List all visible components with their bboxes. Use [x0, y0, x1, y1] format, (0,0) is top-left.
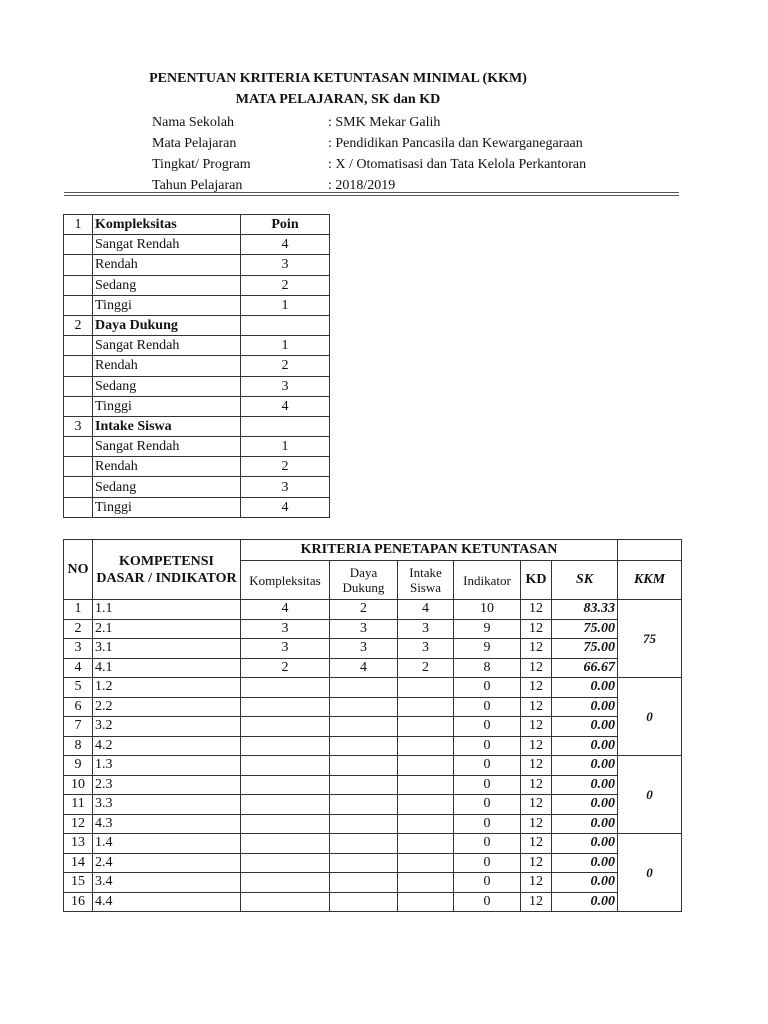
sk-value: 0.00 — [552, 853, 618, 873]
empty-cell — [64, 437, 93, 457]
header-kompetensi-dasar: KOMPETENSI DASAR / INDIKATOR — [93, 540, 241, 600]
empty-cell — [64, 477, 93, 497]
intake-siswa-value: 3 — [398, 639, 454, 659]
criteria-poin: 2 — [241, 457, 330, 477]
row-number: 15 — [64, 873, 93, 893]
kompleksitas-value — [241, 814, 330, 834]
table-row — [64, 853, 682, 873]
empty-cell — [64, 235, 93, 255]
sk-value: 0.00 — [552, 697, 618, 717]
intake-siswa-value — [398, 853, 454, 873]
info-value: : X / Otomatisasi dan Tata Kelola Perkantoran — [328, 157, 587, 172]
table-row — [64, 600, 682, 620]
daya-dukung-value — [330, 892, 398, 912]
criteria-group-row — [64, 416, 330, 436]
kompleksitas-value — [241, 873, 330, 893]
kompleksitas-value: 4 — [241, 600, 330, 620]
kompleksitas-value — [241, 736, 330, 756]
empty-cell — [64, 376, 93, 396]
info-label: Nama Sekolah — [152, 115, 235, 130]
kompleksitas-value — [241, 795, 330, 815]
intake-siswa-value — [398, 814, 454, 834]
criteria-poin: 3 — [241, 376, 330, 396]
group-number: 2 — [64, 315, 93, 335]
criteria-label: Tinggi — [93, 295, 241, 315]
indikator-value: 0 — [454, 775, 521, 795]
indikator-value: 9 — [454, 619, 521, 639]
daya-dukung-value — [330, 853, 398, 873]
info-row — [152, 154, 586, 175]
empty-cell — [64, 457, 93, 477]
intake-siswa-value — [398, 892, 454, 912]
daya-dukung-value — [330, 834, 398, 854]
intake-siswa-value — [398, 873, 454, 893]
criteria-label: Sedang — [93, 275, 241, 295]
criteria-poin: 1 — [241, 437, 330, 457]
indikator-value: 0 — [454, 697, 521, 717]
row-number: 7 — [64, 717, 93, 737]
kkm-table — [63, 539, 682, 912]
poin-header: Poin — [241, 215, 330, 235]
kd-code: 2.2 — [93, 697, 241, 717]
kd-code: 3.2 — [93, 717, 241, 737]
kkm-value: 0 — [618, 756, 682, 834]
kompleksitas-value — [241, 756, 330, 776]
daya-dukung-value — [330, 814, 398, 834]
daya-dukung-value — [330, 873, 398, 893]
indikator-value: 0 — [454, 717, 521, 737]
criteria-points-table — [63, 214, 330, 518]
daya-dukung-value: 3 — [330, 639, 398, 659]
table-row — [64, 717, 682, 737]
kd-value: 12 — [521, 717, 552, 737]
header-no: NO — [64, 540, 93, 600]
criteria-poin: 4 — [241, 235, 330, 255]
sk-value: 0.00 — [552, 892, 618, 912]
kd-value: 12 — [521, 639, 552, 659]
row-number: 14 — [64, 853, 93, 873]
criteria-label: Sedang — [93, 376, 241, 396]
indikator-value: 8 — [454, 658, 521, 678]
row-number: 6 — [64, 697, 93, 717]
table-row — [64, 814, 682, 834]
kkm-value: 0 — [618, 834, 682, 912]
row-number: 3 — [64, 639, 93, 659]
criteria-row — [64, 477, 330, 497]
empty-cell — [64, 356, 93, 376]
kd-value: 12 — [521, 736, 552, 756]
daya-dukung-value — [330, 717, 398, 737]
kd-value: 12 — [521, 834, 552, 854]
criteria-row — [64, 255, 330, 275]
criteria-row — [64, 356, 330, 376]
criteria-group-row — [64, 315, 330, 335]
kd-value: 12 — [521, 756, 552, 776]
indikator-value: 0 — [454, 873, 521, 893]
row-number: 12 — [64, 814, 93, 834]
sk-value: 0.00 — [552, 873, 618, 893]
daya-dukung-value: 4 — [330, 658, 398, 678]
sk-value: 0.00 — [552, 756, 618, 776]
header-kriteria: KRITERIA PENETAPAN KETUNTASAN — [241, 540, 618, 561]
criteria-row — [64, 376, 330, 396]
sk-value: 83.33 — [552, 600, 618, 620]
indikator-value: 0 — [454, 814, 521, 834]
table-row — [64, 775, 682, 795]
kompleksitas-value — [241, 697, 330, 717]
criteria-poin: 1 — [241, 295, 330, 315]
header-divider-top — [64, 192, 679, 193]
criteria-row — [64, 437, 330, 457]
kompleksitas-value — [241, 834, 330, 854]
row-number: 1 — [64, 600, 93, 620]
criteria-row — [64, 457, 330, 477]
kd-code: 4.4 — [93, 892, 241, 912]
criteria-poin: 2 — [241, 356, 330, 376]
kd-code: 1.2 — [93, 678, 241, 698]
sk-value: 66.67 — [552, 658, 618, 678]
kd-code: 1.3 — [93, 756, 241, 776]
document-title: PENENTUAN KRITERIA KETUNTASAN MINIMAL (KKM) — [149, 71, 527, 86]
group-number: 1 — [64, 215, 93, 235]
sk-value: 0.00 — [552, 795, 618, 815]
criteria-row — [64, 497, 330, 517]
daya-dukung-value: 3 — [330, 619, 398, 639]
daya-dukung-value — [330, 697, 398, 717]
info-row — [152, 112, 586, 133]
header-kompleksitas: Kompleksitas — [241, 561, 330, 600]
sk-value: 0.00 — [552, 775, 618, 795]
kd-value: 12 — [521, 795, 552, 815]
kd-value: 12 — [521, 892, 552, 912]
kd-value: 12 — [521, 600, 552, 620]
kompleksitas-value — [241, 775, 330, 795]
header-kkm-top — [618, 540, 682, 561]
criteria-row — [64, 275, 330, 295]
table-row — [64, 697, 682, 717]
kd-code: 1.1 — [93, 600, 241, 620]
empty-cell — [64, 497, 93, 517]
table-row — [64, 756, 682, 776]
kd-code: 1.4 — [93, 834, 241, 854]
daya-dukung-value — [330, 678, 398, 698]
indikator-value: 0 — [454, 736, 521, 756]
row-number: 2 — [64, 619, 93, 639]
criteria-label: Tinggi — [93, 396, 241, 416]
group-name: Kompleksitas — [93, 215, 241, 235]
info-label: Tingkat/ Program — [152, 157, 251, 172]
criteria-row — [64, 396, 330, 416]
criteria-row — [64, 295, 330, 315]
row-number: 10 — [64, 775, 93, 795]
group-number: 3 — [64, 416, 93, 436]
daya-dukung-value — [330, 795, 398, 815]
empty-cell — [64, 275, 93, 295]
criteria-label: Sedang — [93, 477, 241, 497]
sk-value: 0.00 — [552, 834, 618, 854]
kompleksitas-value — [241, 678, 330, 698]
kd-code: 3.1 — [93, 639, 241, 659]
criteria-label: Rendah — [93, 457, 241, 477]
criteria-poin: 4 — [241, 497, 330, 517]
intake-siswa-value — [398, 756, 454, 776]
kompleksitas-value — [241, 892, 330, 912]
intake-siswa-value — [398, 697, 454, 717]
header-kkm: KKM — [618, 561, 682, 600]
table-row — [64, 658, 682, 678]
kd-code: 2.4 — [93, 853, 241, 873]
row-number: 5 — [64, 678, 93, 698]
info-label: Mata Pelajaran — [152, 136, 237, 151]
indikator-value: 9 — [454, 639, 521, 659]
header-sk: SK — [552, 561, 618, 600]
header-kd: KD — [521, 561, 552, 600]
kd-value: 12 — [521, 853, 552, 873]
daya-dukung-value — [330, 736, 398, 756]
criteria-row — [64, 336, 330, 356]
criteria-row — [64, 235, 330, 255]
empty-cell — [64, 396, 93, 416]
info-value: : SMK Mekar Galih — [328, 115, 441, 130]
daya-dukung-value — [330, 756, 398, 776]
row-number: 13 — [64, 834, 93, 854]
criteria-label: Tinggi — [93, 497, 241, 517]
kd-code: 4.3 — [93, 814, 241, 834]
kkm-value: 0 — [618, 678, 682, 756]
kd-code: 3.3 — [93, 795, 241, 815]
row-number: 4 — [64, 658, 93, 678]
kd-value: 12 — [521, 619, 552, 639]
kd-code: 2.1 — [93, 619, 241, 639]
criteria-poin: 3 — [241, 477, 330, 497]
intake-siswa-value — [398, 736, 454, 756]
row-number: 11 — [64, 795, 93, 815]
info-value: : Pendidikan Pancasila dan Kewarganegaraan — [328, 136, 583, 151]
indikator-value: 0 — [454, 678, 521, 698]
table-row — [64, 639, 682, 659]
kd-code: 2.3 — [93, 775, 241, 795]
empty-cell — [64, 336, 93, 356]
table-row — [64, 892, 682, 912]
intake-siswa-value — [398, 775, 454, 795]
criteria-label: Sangat Rendah — [93, 235, 241, 255]
kd-value: 12 — [521, 873, 552, 893]
criteria-poin: 1 — [241, 336, 330, 356]
sk-value: 75.00 — [552, 619, 618, 639]
empty-cell — [64, 255, 93, 275]
kompleksitas-value — [241, 853, 330, 873]
table-row — [64, 834, 682, 854]
header-indikator: Indikator — [454, 561, 521, 600]
header-intake-siswa: Intake Siswa — [398, 561, 454, 600]
intake-siswa-value: 4 — [398, 600, 454, 620]
sk-value: 0.00 — [552, 717, 618, 737]
row-number: 8 — [64, 736, 93, 756]
table-row — [64, 678, 682, 698]
table-row — [64, 619, 682, 639]
kd-value: 12 — [521, 697, 552, 717]
group-name: Daya Dukung — [93, 315, 241, 335]
intake-siswa-value: 2 — [398, 658, 454, 678]
table-row — [64, 795, 682, 815]
intake-siswa-value — [398, 795, 454, 815]
header-divider-bottom — [64, 195, 679, 196]
intake-siswa-value — [398, 717, 454, 737]
poin-header — [241, 416, 330, 436]
kd-value: 12 — [521, 814, 552, 834]
info-value: : 2018/2019 — [328, 178, 396, 193]
sk-value: 75.00 — [552, 639, 618, 659]
poin-header — [241, 315, 330, 335]
row-number: 9 — [64, 756, 93, 776]
daya-dukung-value: 2 — [330, 600, 398, 620]
kd-code: 3.4 — [93, 873, 241, 893]
indikator-value: 10 — [454, 600, 521, 620]
criteria-label: Rendah — [93, 356, 241, 376]
kd-value: 12 — [521, 678, 552, 698]
kompleksitas-value: 2 — [241, 658, 330, 678]
criteria-label: Sangat Rendah — [93, 336, 241, 356]
kompleksitas-value: 3 — [241, 619, 330, 639]
criteria-poin: 4 — [241, 396, 330, 416]
kompleksitas-value: 3 — [241, 639, 330, 659]
daya-dukung-value — [330, 775, 398, 795]
empty-cell — [64, 295, 93, 315]
document-subtitle: MATA PELAJARAN, SK dan KD — [235, 92, 441, 107]
school-info — [152, 112, 586, 196]
sk-value: 0.00 — [552, 678, 618, 698]
criteria-poin: 2 — [241, 275, 330, 295]
sk-value: 0.00 — [552, 736, 618, 756]
group-name: Intake Siswa — [93, 416, 241, 436]
indikator-value: 0 — [454, 795, 521, 815]
criteria-label: Sangat Rendah — [93, 437, 241, 457]
indikator-value: 0 — [454, 892, 521, 912]
kompleksitas-value — [241, 717, 330, 737]
indikator-value: 0 — [454, 756, 521, 776]
indikator-value: 0 — [454, 834, 521, 854]
info-row — [152, 133, 586, 154]
kkm-value: 75 — [618, 600, 682, 678]
criteria-poin: 3 — [241, 255, 330, 275]
table-row — [64, 873, 682, 893]
kd-value: 12 — [521, 775, 552, 795]
sk-value: 0.00 — [552, 814, 618, 834]
intake-siswa-value — [398, 678, 454, 698]
table-row — [64, 736, 682, 756]
kd-value: 12 — [521, 658, 552, 678]
criteria-label: Rendah — [93, 255, 241, 275]
indikator-value: 0 — [454, 853, 521, 873]
criteria-group-row — [64, 215, 330, 235]
intake-siswa-value — [398, 834, 454, 854]
kd-code: 4.2 — [93, 736, 241, 756]
kd-code: 4.1 — [93, 658, 241, 678]
header-daya-dukung: Daya Dukung — [330, 561, 398, 600]
intake-siswa-value: 3 — [398, 619, 454, 639]
info-label: Tahun Pelajaran — [152, 178, 243, 193]
row-number: 16 — [64, 892, 93, 912]
